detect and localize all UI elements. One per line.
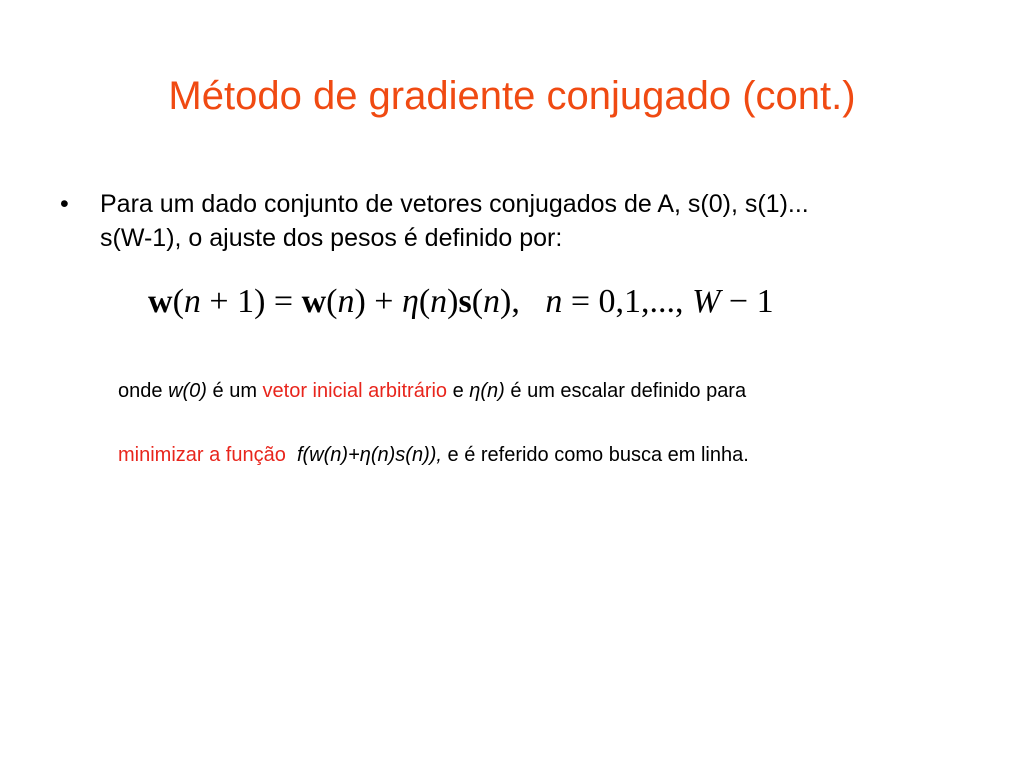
slide-title: Método de gradiente conjugado (cont.) bbox=[168, 74, 856, 118]
eq-w-symbol: w bbox=[301, 283, 327, 320]
text-w0: w(0) bbox=[168, 380, 207, 402]
eq-n-symbol: n bbox=[337, 283, 355, 320]
eq-W-symbol: W bbox=[692, 283, 721, 320]
bullet-line-1: Para um dado conjunto de vetores conjugados de A, s(0), s(1)... bbox=[100, 190, 809, 218]
text-busca: e é referido como busca em linha. bbox=[441, 444, 749, 466]
weight-update-equation bbox=[148, 280, 774, 324]
eq-paren: ( bbox=[326, 283, 338, 320]
eq-close-plus: ) + bbox=[354, 283, 402, 320]
text-function: f(w(n)+η(n)s(n)), bbox=[285, 444, 442, 466]
eq-minus-one: − 1 bbox=[720, 283, 774, 320]
eq-s-symbol: s bbox=[458, 283, 472, 320]
eq-close-comma: ), bbox=[500, 283, 546, 320]
text-minimizar: minimizar a função bbox=[118, 444, 286, 466]
eq-plus-one: + 1) = bbox=[200, 283, 302, 320]
bullet-text bbox=[100, 187, 960, 255]
eq-close: ) bbox=[447, 283, 459, 320]
text-e-um: é um bbox=[206, 380, 263, 402]
explanation-line-2 bbox=[118, 442, 749, 468]
eq-n-symbol: n bbox=[483, 283, 501, 320]
eq-n-symbol: n bbox=[183, 283, 201, 320]
eq-w-symbol: w bbox=[148, 283, 173, 320]
eq-n-symbol: n bbox=[545, 283, 563, 320]
eq-paren: ( bbox=[172, 283, 184, 320]
eq-paren: ( bbox=[418, 283, 431, 320]
eq-eta-symbol: η bbox=[401, 283, 419, 320]
text-e: e bbox=[447, 380, 470, 402]
eq-n-symbol: n bbox=[430, 283, 448, 320]
bullet-line-2: s(W-1), o ajuste dos pesos é definido por: bbox=[100, 224, 563, 252]
bullet-icon: • bbox=[60, 190, 69, 218]
text-onde: onde bbox=[118, 380, 169, 402]
text-escalar: é um escalar definido para bbox=[504, 380, 747, 402]
eq-paren: ( bbox=[471, 283, 484, 320]
explanation-line-1 bbox=[118, 378, 746, 404]
text-vetor-inicial: vetor inicial arbitrário bbox=[262, 380, 448, 402]
eq-range: = 0,1,..., bbox=[562, 283, 693, 320]
text-eta-n: η(n) bbox=[469, 380, 505, 402]
